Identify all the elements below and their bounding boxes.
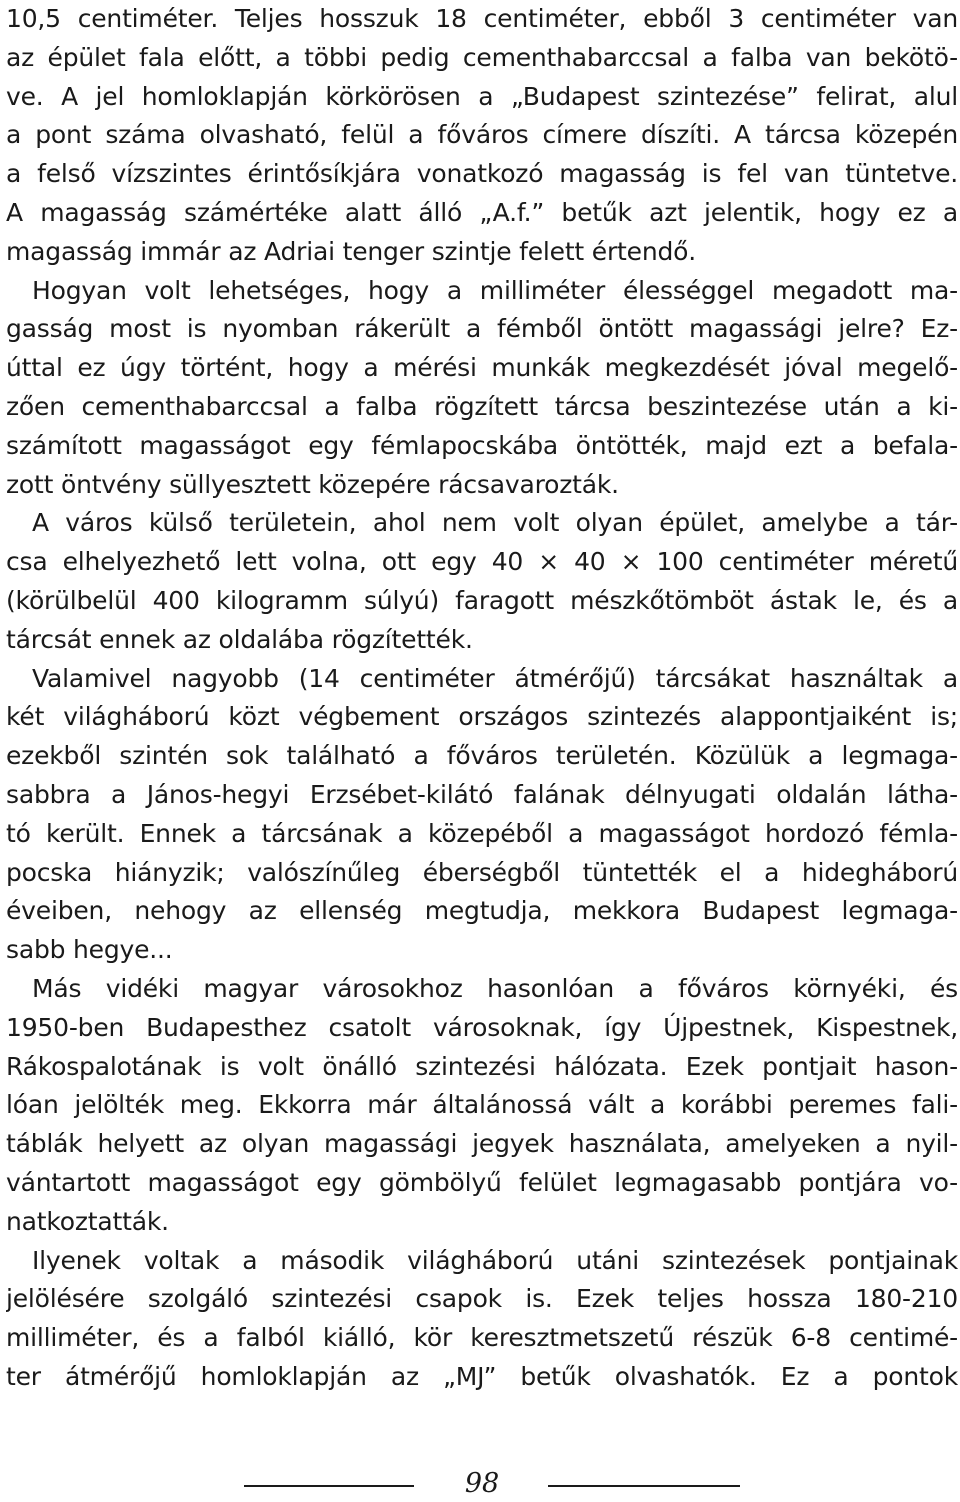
text-line: natkoztatták. <box>6 1206 169 1236</box>
text-line: (körülbelül 400 kilogramm súlyú) faragott mészkőtömböt ástak le, és a <box>6 585 958 615</box>
text-line: az épület fala előtt, a többi pedig cementhabarccsal a falba van bekötö- <box>6 42 958 72</box>
text-line: éveiben, nehogy az ellenség megtudja, mekkora Budapest legmaga- <box>6 896 958 926</box>
text-line: A város külső területein, ahol nem volt olyan épület, amelybe a tár- <box>32 508 958 538</box>
footer-rule-left <box>244 1485 414 1487</box>
text-line: két világháború közt végbement országos szintezés alappontjaiként is; <box>6 702 958 732</box>
text-line: tárcsát ennek az oldalába rögzítették. <box>6 624 473 654</box>
text-line: jelölésére szolgáló szintezési csapok is. Ezek teljes hossza 180-210 <box>6 1284 958 1314</box>
paragraph <box>6 970 958 1242</box>
text-line: 10,5 centiméter. Teljes hosszuk 18 centiméter, ebből 3 centiméter van <box>6 4 958 33</box>
text-line: pocska hiányzik; valószínűleg éberségből tüntették el a hidegháború <box>6 857 958 887</box>
text-line: zott öntvény süllyesztett közepére rácsavarozták. <box>6 469 619 499</box>
paragraph <box>6 504 958 659</box>
text-line: lóan jelölték meg. Ekkorra már általánossá vált a korábbi peremes fali- <box>6 1090 958 1120</box>
text-line: Rákospalotának is volt önálló szintezési hálózata. Ezek pontjait hason- <box>6 1051 958 1081</box>
text-line: csa elhelyezhető lett volna, ott egy 40 × 40 × 100 centiméter méretű <box>6 547 958 577</box>
text-line: Valamivel nagyobb (14 centiméter átmérőjű) tárcsákat használtak a <box>32 663 958 693</box>
paragraph <box>6 0 958 272</box>
text-line: gasság most is nyomban rákerült a fémből öntött magassági jelre? Ez- <box>6 314 958 344</box>
text-line: tó került. Ennek a tárcsának a közepéből a magasságot hordozó fémla- <box>6 818 958 848</box>
text-line: ve. A jel homloklapján körkörösen a „Budapest szintezése” felirat, alul <box>6 81 958 111</box>
text-line: sabbra a János-hegyi Erzsébet-kilátó falának délnyugati oldalán látha- <box>6 779 958 809</box>
text-line: sabb hegye... <box>6 935 173 965</box>
text-line: a felső vízszintes érintősíkjára vonatkozó magasság is fel van tüntetve. <box>6 159 958 189</box>
text-line: zően cementhabarccsal a falba rögzített tárcsa beszintezése után a ki- <box>6 391 958 421</box>
page-number: 98 <box>464 1468 500 1499</box>
paragraph <box>6 272 958 505</box>
body-text <box>6 0 958 1397</box>
text-line: vántartott magasságot egy gömbölyű felület legmagasabb pontjára vo- <box>6 1167 958 1197</box>
text-line: számított magasságot egy fémlapocskába öntötték, majd ezt a befala- <box>6 430 958 460</box>
paragraph <box>6 1242 958 1397</box>
text-line: 1950-ben Budapesthez csatolt városoknak, így Újpestnek, Kispestnek, <box>6 1012 958 1042</box>
text-line: milliméter, és a falból kiálló, kör keresztmetszetű részük 6-8 centimé- <box>6 1323 958 1353</box>
text-line: a pont száma olvasható, felül a főváros címere díszíti. A tárcsa közepén <box>6 120 958 150</box>
text-line: úttal ez úgy történt, hogy a mérési munkák megkezdését jóval megelő- <box>6 353 958 383</box>
text-line: Más vidéki magyar városokhoz hasonlóan a főváros környéki, és <box>32 973 958 1003</box>
text-line: A magasság számértéke alatt álló „A.f.” betűk azt jelentik, hogy ez a <box>6 197 958 227</box>
text-line: ezekből szintén sok található a főváros területén. Közülük a legmaga- <box>6 741 958 771</box>
text-line: magasság immár az Adriai tenger szintje felett értendő. <box>6 236 696 266</box>
text-line: Ilyenek voltak a második világháború utáni szintezések pontjainak <box>32 1245 958 1275</box>
text-line: táblák helyett az olyan magassági jegyek használata, amelyeken a nyil- <box>6 1129 958 1159</box>
text-line: ter átmérőjű homloklapján az „MJ” betűk olvashatók. Ez a pontok <box>6 1361 958 1391</box>
paragraph <box>6 660 958 970</box>
footer-rule-right <box>548 1485 740 1487</box>
text-line: Hogyan volt lehetséges, hogy a milliméter élességgel megadott ma- <box>32 275 958 305</box>
page-footer <box>0 1462 960 1498</box>
